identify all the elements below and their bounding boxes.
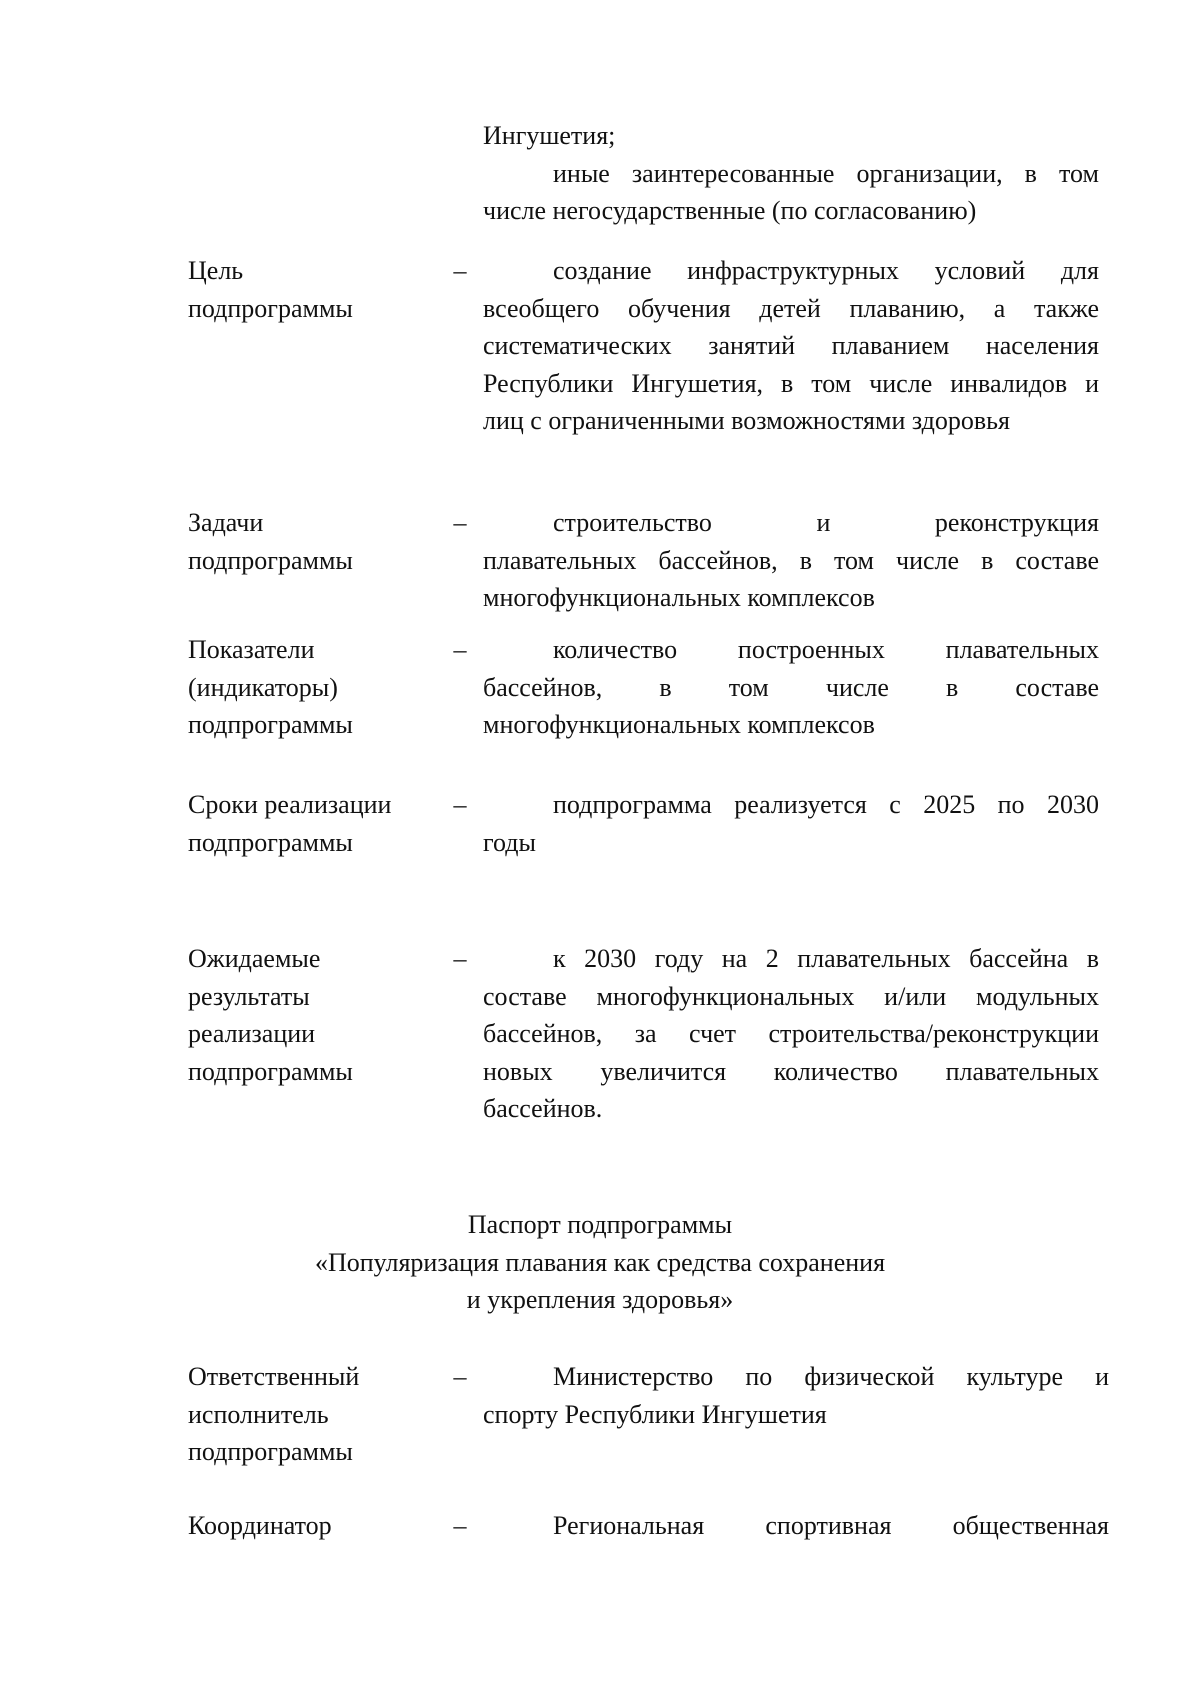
label-line: подпрограммы bbox=[188, 293, 353, 323]
row-dash: – bbox=[453, 944, 467, 973]
row-label-expected-results bbox=[188, 940, 448, 1090]
label-line: Показатели bbox=[188, 635, 315, 664]
value-line: плавательных бассейнов, в том числе в составе bbox=[483, 545, 1099, 575]
intro-line: числе негосударственные (по согласованию) bbox=[483, 196, 977, 225]
row-label-goal bbox=[188, 252, 448, 327]
value-line: строительство и реконструкция bbox=[553, 508, 1099, 537]
value-line: количество построенных плавательных bbox=[553, 635, 1099, 664]
value-line: бассейнов. bbox=[483, 1094, 603, 1123]
row-value-timeframe bbox=[483, 786, 1099, 861]
label-line: подпрограммы bbox=[188, 1056, 353, 1086]
row-label-responsible bbox=[188, 1358, 448, 1471]
value-line: многофункциональных комплексов bbox=[483, 583, 875, 612]
intro-line: Ингушетия; bbox=[483, 121, 616, 150]
value-line: лиц с ограниченными возможностями здоровья bbox=[483, 406, 1010, 435]
label-line: подпрограммы bbox=[188, 1437, 353, 1466]
value-line: к 2030 году на 2 плавательных бассейна в bbox=[553, 944, 1099, 973]
row-dash: – bbox=[453, 1362, 467, 1391]
value-line: систематических занятий плаванием населения bbox=[483, 331, 1099, 360]
row-value-tasks bbox=[483, 504, 1099, 617]
row-value-goal bbox=[483, 252, 1099, 440]
row-dash: – bbox=[453, 635, 467, 664]
value-line: всеобщего обучения детей плаванию, а также bbox=[483, 293, 1099, 323]
row-value-expected-results bbox=[483, 940, 1099, 1128]
row-dash: – bbox=[453, 508, 467, 537]
row-dash: – bbox=[453, 256, 467, 285]
value-line: составе многофункциональных и/или модульных bbox=[483, 981, 1099, 1011]
label-line: подпрограммы bbox=[188, 545, 353, 575]
title-line: «Популяризация плавания как средства сохранения bbox=[314, 1247, 886, 1277]
value-line: Региональная спортивная общественная bbox=[553, 1511, 1109, 1540]
row-label-tasks bbox=[188, 504, 448, 579]
label-line: результаты bbox=[188, 981, 310, 1011]
value-line: спорту Республики Ингушетия bbox=[483, 1399, 827, 1429]
row-dash: – bbox=[453, 1511, 467, 1540]
value-line: создание инфраструктурных условий для bbox=[553, 256, 1099, 285]
value-line: подпрограмма реализуется с 2025 по 2030 bbox=[553, 790, 1099, 819]
row-value-indicators bbox=[483, 631, 1099, 744]
intro-block bbox=[483, 117, 1099, 230]
row-value-responsible bbox=[483, 1358, 1109, 1433]
value-line: бассейнов, в том числе в составе bbox=[483, 672, 1099, 702]
value-line: бассейнов, за счет строительства/реконструкции bbox=[483, 1019, 1099, 1048]
label-line: реализации bbox=[188, 1019, 316, 1048]
row-dash: – bbox=[453, 790, 467, 819]
label-line: Задачи bbox=[188, 508, 264, 537]
row-label-timeframe bbox=[188, 786, 448, 861]
row-label-indicators bbox=[188, 631, 448, 744]
row-value-coordinator bbox=[483, 1507, 1109, 1545]
title-line: Паспорт подпрограммы bbox=[467, 1210, 733, 1239]
value-line: новых увеличится количество плавательных bbox=[483, 1056, 1099, 1086]
value-line: Министерство по физической культуре и bbox=[553, 1362, 1109, 1391]
label-line: Ожидаемые bbox=[188, 944, 321, 973]
label-line: подпрограммы bbox=[188, 827, 353, 857]
label-line: подпрограммы bbox=[188, 710, 353, 739]
value-line: годы bbox=[483, 827, 536, 857]
label-line: исполнитель bbox=[188, 1399, 329, 1429]
label-line: Координатор bbox=[188, 1511, 332, 1540]
passport-title bbox=[0, 1206, 1200, 1319]
title-line: и укрепления здоровья» bbox=[466, 1285, 734, 1314]
row-label-coordinator bbox=[188, 1507, 448, 1545]
label-line: (индикаторы) bbox=[188, 672, 338, 702]
label-line: Цель bbox=[188, 256, 244, 285]
label-line: Сроки реализации bbox=[188, 790, 392, 819]
intro-line: иные заинтересованные организации, в том bbox=[553, 158, 1099, 188]
label-line: Ответственный bbox=[188, 1362, 360, 1391]
value-line: многофункциональных комплексов bbox=[483, 710, 875, 739]
value-line: Республики Ингушетия, в том числе инвалидов и bbox=[483, 368, 1099, 398]
